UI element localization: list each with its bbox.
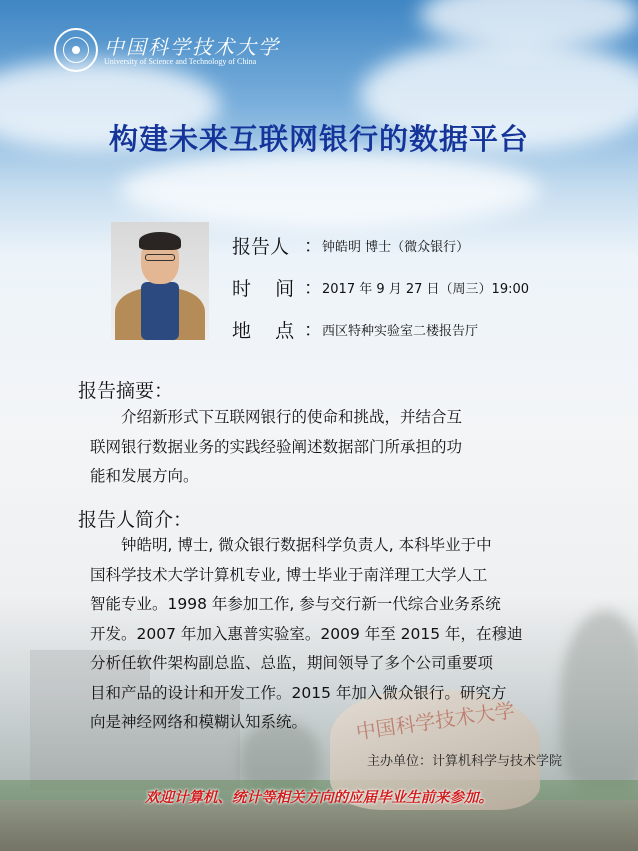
- cloud: [120, 150, 540, 230]
- photo-glasses: [145, 254, 175, 261]
- info-time-value: 2017 年 9 月 27 日（周三）19:00: [322, 281, 530, 297]
- welcome-line: 欢迎计算机、统计等相关方向的应届毕业生前来参加。: [145, 789, 493, 806]
- rock-inscription: 中国科学技术大学: [354, 697, 517, 745]
- info-place-label: 地 点: [232, 319, 295, 342]
- abstract-line: 介绍新形式下互联网银行的使命和挑战，并结合互: [121, 408, 463, 426]
- walkway: [0, 800, 638, 851]
- sponsor-line: 主办单位：计算机科学与技术学院: [366, 754, 562, 769]
- page-title: 构建未来互联网银行的数据平台: [108, 122, 529, 156]
- bio-line: 目和产品的设计和开发工作。2015 年加入微众银行。研究方: [90, 683, 507, 702]
- photo-scarf: [141, 282, 179, 340]
- bio-text: [90, 531, 568, 738]
- logo-center: [72, 46, 80, 54]
- university-name-cn: 中国科学技术大学: [104, 35, 280, 59]
- abstract-line: 能和发展方向。: [90, 467, 199, 485]
- info-place: [232, 316, 478, 342]
- info-place-value: 西区特种实验室二楼报告厅: [322, 323, 479, 339]
- bio-line: 钟皓明, 博士, 微众银行数据科学负责人, 本科毕业于中: [121, 536, 492, 554]
- bio-line: 智能专业。1998 年参加工作, 参与交行新一代综合业务系统: [90, 595, 501, 613]
- bio-line: 分析任软件架构副总监、总监，期间领导了多个公司重要项: [90, 654, 494, 672]
- info-speaker-label: 报告人: [232, 235, 290, 258]
- abstract-line: 联网银行数据业务的实践经验阐述数据部门所承担的功: [90, 437, 463, 456]
- background-tree: [560, 610, 638, 790]
- speaker-photo: [111, 222, 209, 340]
- bio-line: 向是神经网络和模糊认知系统。: [90, 713, 308, 731]
- info-time-label: 时 间: [232, 277, 295, 300]
- info-colon: ：: [304, 236, 322, 257]
- abstract-text: [90, 403, 568, 492]
- university-name-en: University of Science and Technology of China: [104, 57, 257, 66]
- bio-heading: 报告人简介：: [78, 509, 193, 531]
- info-time: [232, 274, 529, 300]
- cloud: [420, 0, 638, 50]
- university-logo-icon: [54, 28, 98, 72]
- abstract-heading: 报告摘要：: [78, 380, 174, 402]
- bio-line: 开发。2007 年加入惠普实验室。2009 年至 2015 年，在穆迪: [90, 624, 523, 643]
- info-colon: ：: [304, 278, 322, 299]
- info-speaker: [232, 232, 469, 258]
- info-colon: ：: [304, 320, 322, 341]
- info-speaker-value: 钟皓明 博士（微众银行）: [322, 239, 470, 255]
- photo-hair: [139, 232, 181, 250]
- bio-line: 国科学技术大学计算机专业, 博士毕业于南洋理工大学人工: [90, 565, 488, 584]
